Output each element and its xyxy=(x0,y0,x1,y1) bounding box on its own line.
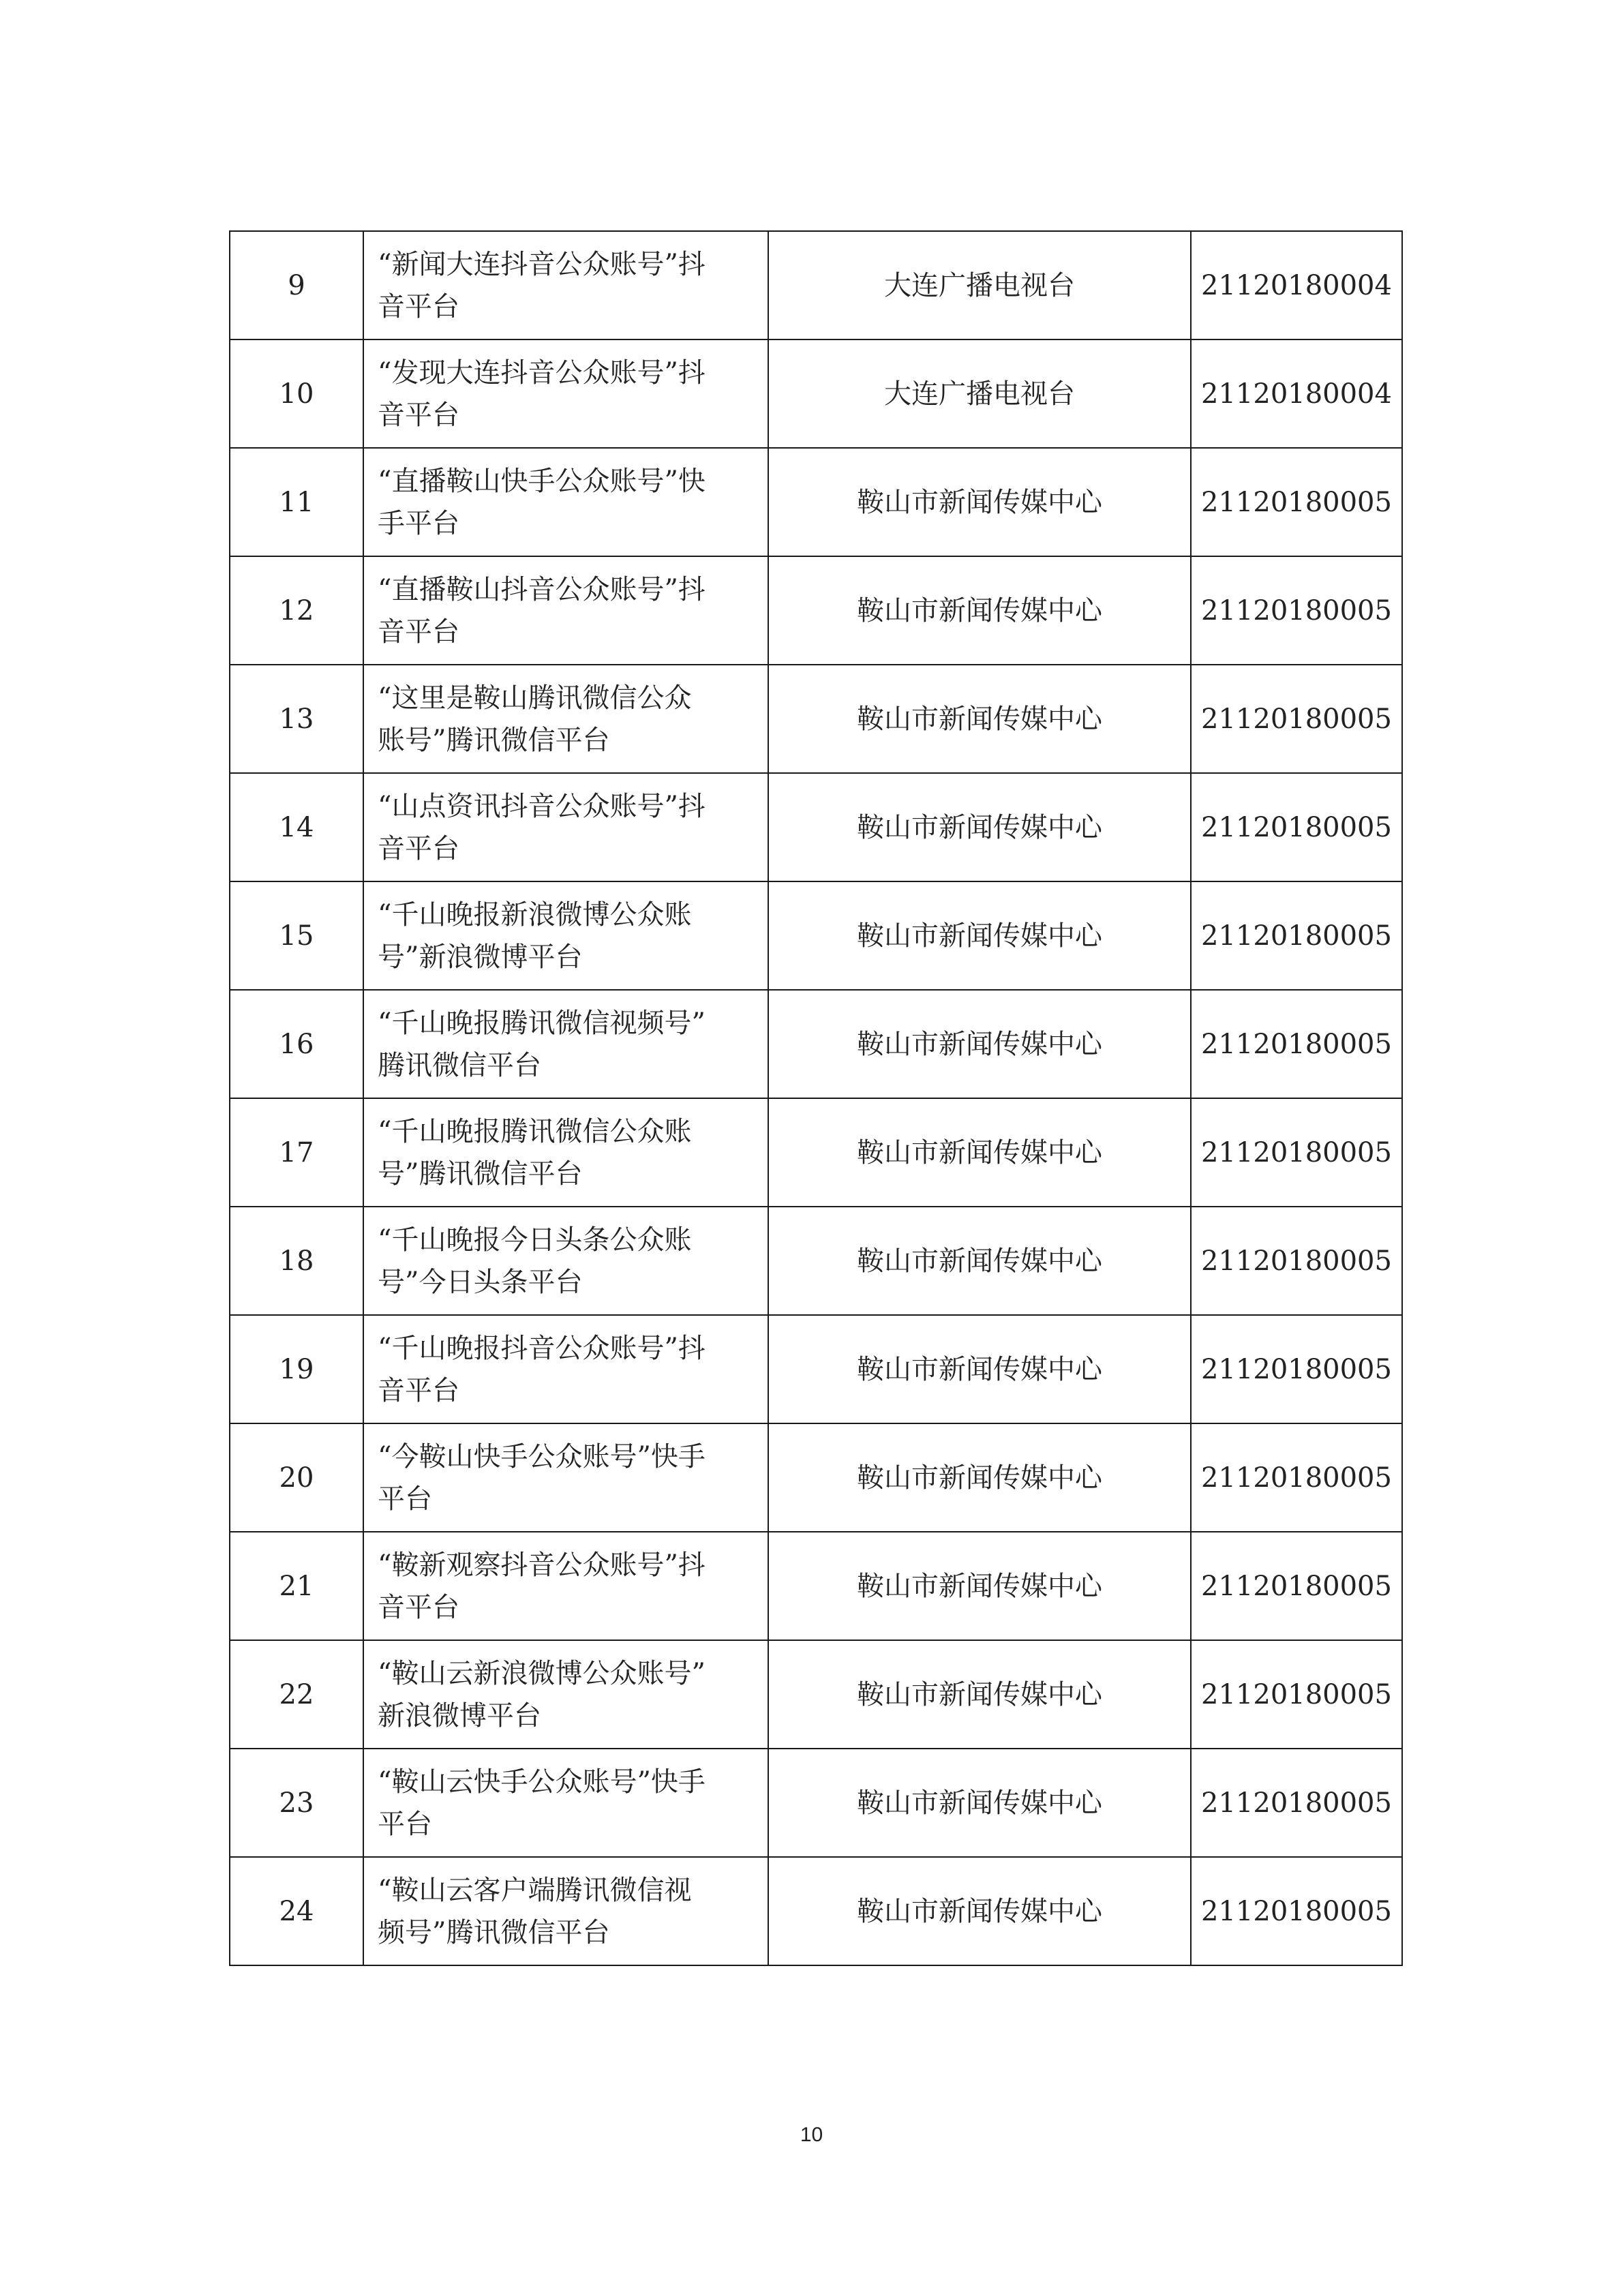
account-name-line-1: “鞍山云快手公众账号”快手 xyxy=(378,1766,706,1798)
account-name-cell xyxy=(363,1857,768,1965)
organization-cell: 鞍山市新闻传媒中心 xyxy=(768,1207,1191,1315)
account-name-line-1: “今鞍山快手公众账号”快手 xyxy=(378,1440,706,1472)
organization-cell: 鞍山市新闻传媒中心 xyxy=(768,1532,1191,1640)
account-name-cell xyxy=(363,448,768,556)
account-name-cell xyxy=(363,773,768,881)
table-row xyxy=(230,231,1402,339)
account-name-line-2: 音平台 xyxy=(378,1374,459,1406)
registry-table-body xyxy=(230,231,1402,1965)
license-code-cell: 21120180004 xyxy=(1191,339,1402,448)
organization-cell: 大连广播电视台 xyxy=(768,339,1191,448)
account-name-line-2: 音平台 xyxy=(378,1591,459,1623)
account-name-cell xyxy=(363,990,768,1098)
organization-cell: 大连广播电视台 xyxy=(768,231,1191,339)
account-name-line-2: 音平台 xyxy=(378,290,459,322)
account-name-line-2: 手平台 xyxy=(378,507,459,539)
organization-cell: 鞍山市新闻传媒中心 xyxy=(768,1749,1191,1857)
account-name-line-1: “千山晚报新浪微博公众账 xyxy=(378,898,692,931)
account-name-line-1: “鞍山云客户端腾讯微信视 xyxy=(378,1874,692,1906)
row-number-cell: 19 xyxy=(230,1315,363,1423)
account-name-line-2: 账号”腾讯微信平台 xyxy=(378,724,610,756)
organization-cell: 鞍山市新闻传媒中心 xyxy=(768,1098,1191,1207)
table-row xyxy=(230,1315,1402,1423)
license-code-cell: 21120180005 xyxy=(1191,990,1402,1098)
account-name-line-2: 音平台 xyxy=(378,832,459,864)
account-name-line-2: 音平台 xyxy=(378,399,459,431)
license-code-cell: 21120180005 xyxy=(1191,1640,1402,1749)
table-row xyxy=(230,1640,1402,1749)
license-code-cell: 21120180005 xyxy=(1191,1532,1402,1640)
row-number-cell: 13 xyxy=(230,665,363,773)
table-row xyxy=(230,1857,1402,1965)
row-number-cell: 20 xyxy=(230,1423,363,1532)
license-code-cell: 21120180005 xyxy=(1191,881,1402,990)
account-name-line-2: 平台 xyxy=(378,1483,432,1515)
table-row xyxy=(230,448,1402,556)
table-row xyxy=(230,339,1402,448)
license-code-cell: 21120180005 xyxy=(1191,1857,1402,1965)
organization-cell: 鞍山市新闻传媒中心 xyxy=(768,1640,1191,1749)
table-row xyxy=(230,1423,1402,1532)
row-number-cell: 23 xyxy=(230,1749,363,1857)
account-name-line-2: 新浪微博平台 xyxy=(378,1700,541,1732)
license-code-cell: 21120180005 xyxy=(1191,773,1402,881)
organization-cell: 鞍山市新闻传媒中心 xyxy=(768,1423,1191,1532)
organization-cell: 鞍山市新闻传媒中心 xyxy=(768,1857,1191,1965)
account-name-line-2: 平台 xyxy=(378,1808,432,1840)
account-name-line-1: “鞍山云新浪微博公众账号” xyxy=(378,1657,706,1689)
row-number-cell: 9 xyxy=(230,231,363,339)
license-code-cell: 21120180005 xyxy=(1191,1423,1402,1532)
account-name-line-2: 号”腾讯微信平台 xyxy=(378,1158,583,1190)
account-name-line-2: 音平台 xyxy=(378,616,459,648)
table-row xyxy=(230,1098,1402,1207)
row-number-cell: 21 xyxy=(230,1532,363,1640)
row-number-cell: 15 xyxy=(230,881,363,990)
account-name-line-2: 号”今日头条平台 xyxy=(378,1266,583,1298)
table-row xyxy=(230,1532,1402,1640)
license-code-cell: 21120180005 xyxy=(1191,1207,1402,1315)
row-number-cell: 16 xyxy=(230,990,363,1098)
organization-cell: 鞍山市新闻传媒中心 xyxy=(768,990,1191,1098)
account-name-line-1: “发现大连抖音公众账号”抖 xyxy=(378,357,706,389)
table-row xyxy=(230,556,1402,665)
row-number-cell: 14 xyxy=(230,773,363,881)
table-row xyxy=(230,1749,1402,1857)
account-name-cell xyxy=(363,1207,768,1315)
row-number-cell: 12 xyxy=(230,556,363,665)
organization-cell: 鞍山市新闻传媒中心 xyxy=(768,881,1191,990)
license-code-cell: 21120180005 xyxy=(1191,665,1402,773)
account-name-line-1: “山点资讯抖音公众账号”抖 xyxy=(378,790,706,822)
row-number-cell: 11 xyxy=(230,448,363,556)
license-code-cell: 21120180005 xyxy=(1191,448,1402,556)
table-row xyxy=(230,665,1402,773)
license-code-cell: 21120180004 xyxy=(1191,231,1402,339)
row-number-cell: 18 xyxy=(230,1207,363,1315)
account-name-line-1: “千山晚报今日头条公众账 xyxy=(378,1224,692,1256)
account-name-cell xyxy=(363,1423,768,1532)
account-name-cell xyxy=(363,1098,768,1207)
account-name-line-1: “鞍新观察抖音公众账号”抖 xyxy=(378,1549,706,1581)
account-name-cell xyxy=(363,665,768,773)
account-name-cell xyxy=(363,556,768,665)
license-code-cell: 21120180005 xyxy=(1191,556,1402,665)
row-number-cell: 22 xyxy=(230,1640,363,1749)
license-code-cell: 21120180005 xyxy=(1191,1098,1402,1207)
account-name-cell xyxy=(363,1640,768,1749)
account-name-line-1: “直播鞍山快手公众账号”快 xyxy=(378,465,706,497)
row-number-cell: 17 xyxy=(230,1098,363,1207)
account-name-cell xyxy=(363,1749,768,1857)
organization-cell: 鞍山市新闻传媒中心 xyxy=(768,665,1191,773)
row-number-cell: 24 xyxy=(230,1857,363,1965)
organization-cell: 鞍山市新闻传媒中心 xyxy=(768,1315,1191,1423)
account-name-cell xyxy=(363,1315,768,1423)
account-name-line-1: “千山晚报腾讯微信视频号” xyxy=(378,1007,706,1039)
account-name-line-1: “千山晚报抖音公众账号”抖 xyxy=(378,1332,706,1364)
license-code-cell: 21120180005 xyxy=(1191,1315,1402,1423)
table-row xyxy=(230,881,1402,990)
row-number-cell: 10 xyxy=(230,339,363,448)
table-row xyxy=(230,990,1402,1098)
account-name-line-2: 腾讯微信平台 xyxy=(378,1049,541,1081)
account-name-cell xyxy=(363,1532,768,1640)
account-name-line-2: 频号”腾讯微信平台 xyxy=(378,1916,610,1948)
account-name-line-1: “新闻大连抖音公众账号”抖 xyxy=(378,248,706,280)
organization-cell: 鞍山市新闻传媒中心 xyxy=(768,556,1191,665)
account-name-cell xyxy=(363,339,768,448)
organization-cell: 鞍山市新闻传媒中心 xyxy=(768,448,1191,556)
organization-cell: 鞍山市新闻传媒中心 xyxy=(768,773,1191,881)
account-name-line-1: “直播鞍山抖音公众账号”抖 xyxy=(378,573,706,605)
account-name-line-2: 号”新浪微博平台 xyxy=(378,941,583,973)
registry-table xyxy=(229,230,1403,1966)
page-number: 10 xyxy=(800,2124,823,2146)
account-name-cell xyxy=(363,231,768,339)
account-name-line-1: “千山晚报腾讯微信公众账 xyxy=(378,1115,692,1147)
table-row xyxy=(230,773,1402,881)
account-name-cell xyxy=(363,881,768,990)
account-name-line-1: “这里是鞍山腾讯微信公众 xyxy=(378,682,692,714)
license-code-cell: 21120180005 xyxy=(1191,1749,1402,1857)
table-row xyxy=(230,1207,1402,1315)
